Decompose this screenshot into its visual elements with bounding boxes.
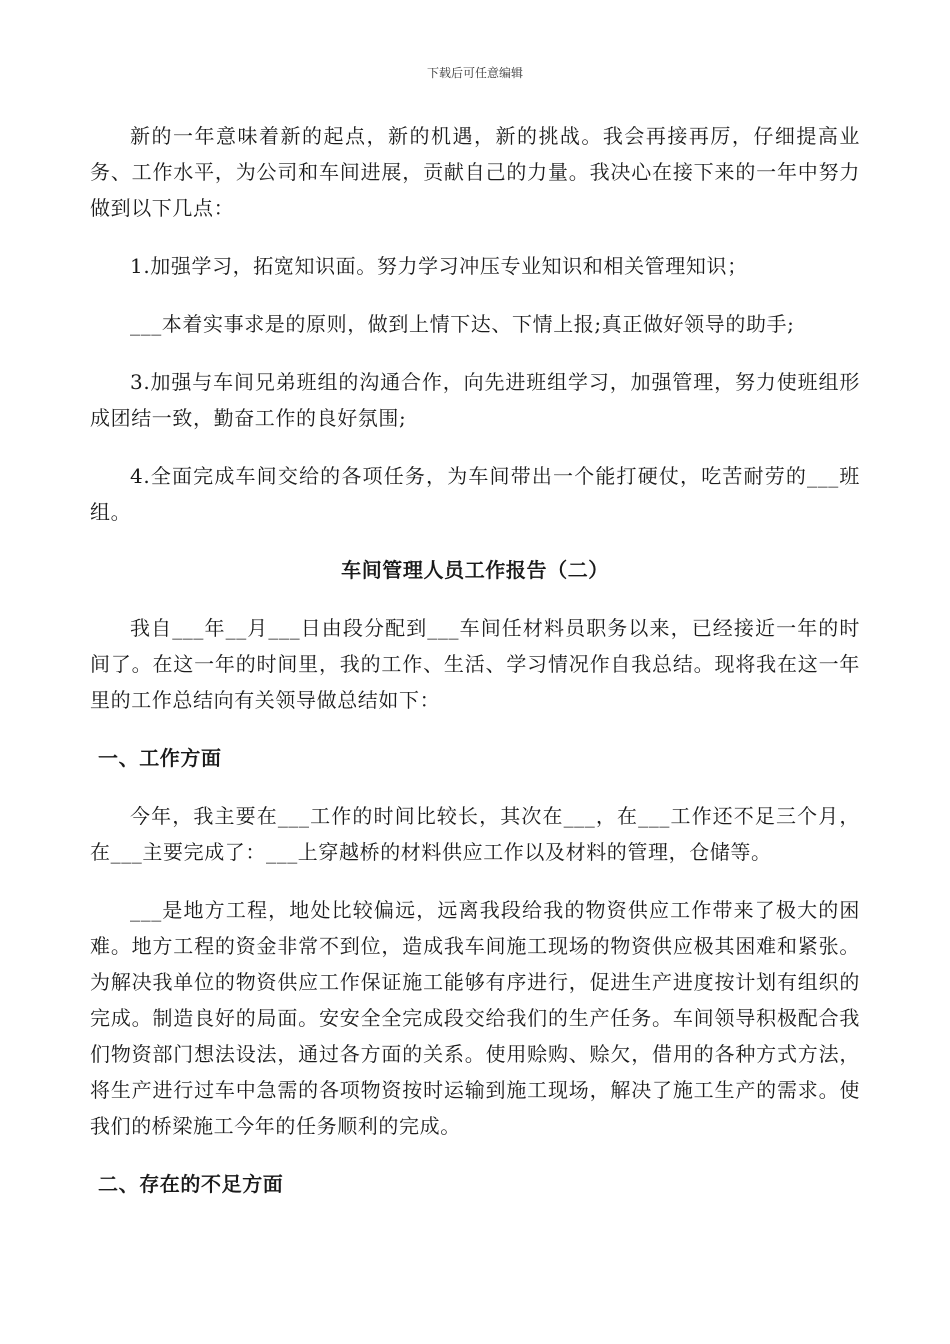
paragraph: ___是地方工程，地处比较偏远，远离我段给我的物资供应工作带来了极大的困难。地方工程的资金非常不到位，造成我车间施工现场的物资供应极其困难和紧张。为解决我单位的物资供应工作保证施工能够有序进行，促进生产进度按计划有组织的完成。制造良好的局面。安安全全完成段交给我们的生产任务。车间领导积极配合我们物资部门想法设法，通过各方面的关系。使用赊购、赊欠，借用的各种方式方法，将生产进行过车中急需的各项物资按时运输到施工现场，解决了施工生产的需求。使我们的桥梁施工今年的任务顺利的完成。 xyxy=(90,898,860,1138)
paragraph: 我自___年__月___日由段分配到___车间任材料员职务以来，已经接近一年的时间了。在这一年的时间里，我的工作、生活、学习情况作自我总结。现将我在这一年里的工作总结向有关领导做总结如下： xyxy=(90,616,860,712)
paragraph: 今年，我主要在___工作的时间比较长，其次在___，在___工作还不足三个月，在___主要完成了：___上穿越桥的材料供应工作以及材料的管理，仓储等。 xyxy=(90,804,860,864)
section-heading: 一、工作方面 xyxy=(98,746,222,770)
section-title: 车间管理人员工作报告（二） xyxy=(341,558,609,582)
list-item: 1.加强学习，拓宽知识面。努力学习冲压专业知识和相关管理知识； xyxy=(130,254,748,278)
list-item: 4.全面完成车间交给的各项任务，为车间带出一个能打硬仗，吃苦耐劳的___班组。 xyxy=(90,464,860,524)
list-item: ___本着实事求是的原则，做到上情下达、下情上报;真正做好领导的助手; xyxy=(130,312,795,336)
section-heading: 二、存在的不足方面 xyxy=(98,1172,284,1196)
document-body xyxy=(90,118,860,1224)
page-header: 下载后可任意编辑 xyxy=(426,66,523,80)
list-item: 3.加强与车间兄弟班组的沟通合作，向先进班组学习，加强管理，努力使班组形成团结一致，勤奋工作的良好氛围; xyxy=(90,370,860,430)
paragraph: 新的一年意味着新的起点，新的机遇，新的挑战。我会再接再厉，仔细提高业务、工作水平，为公司和车间进展，贡献自己的力量。我决心在接下来的一年中努力做到以下几点： xyxy=(90,124,860,220)
